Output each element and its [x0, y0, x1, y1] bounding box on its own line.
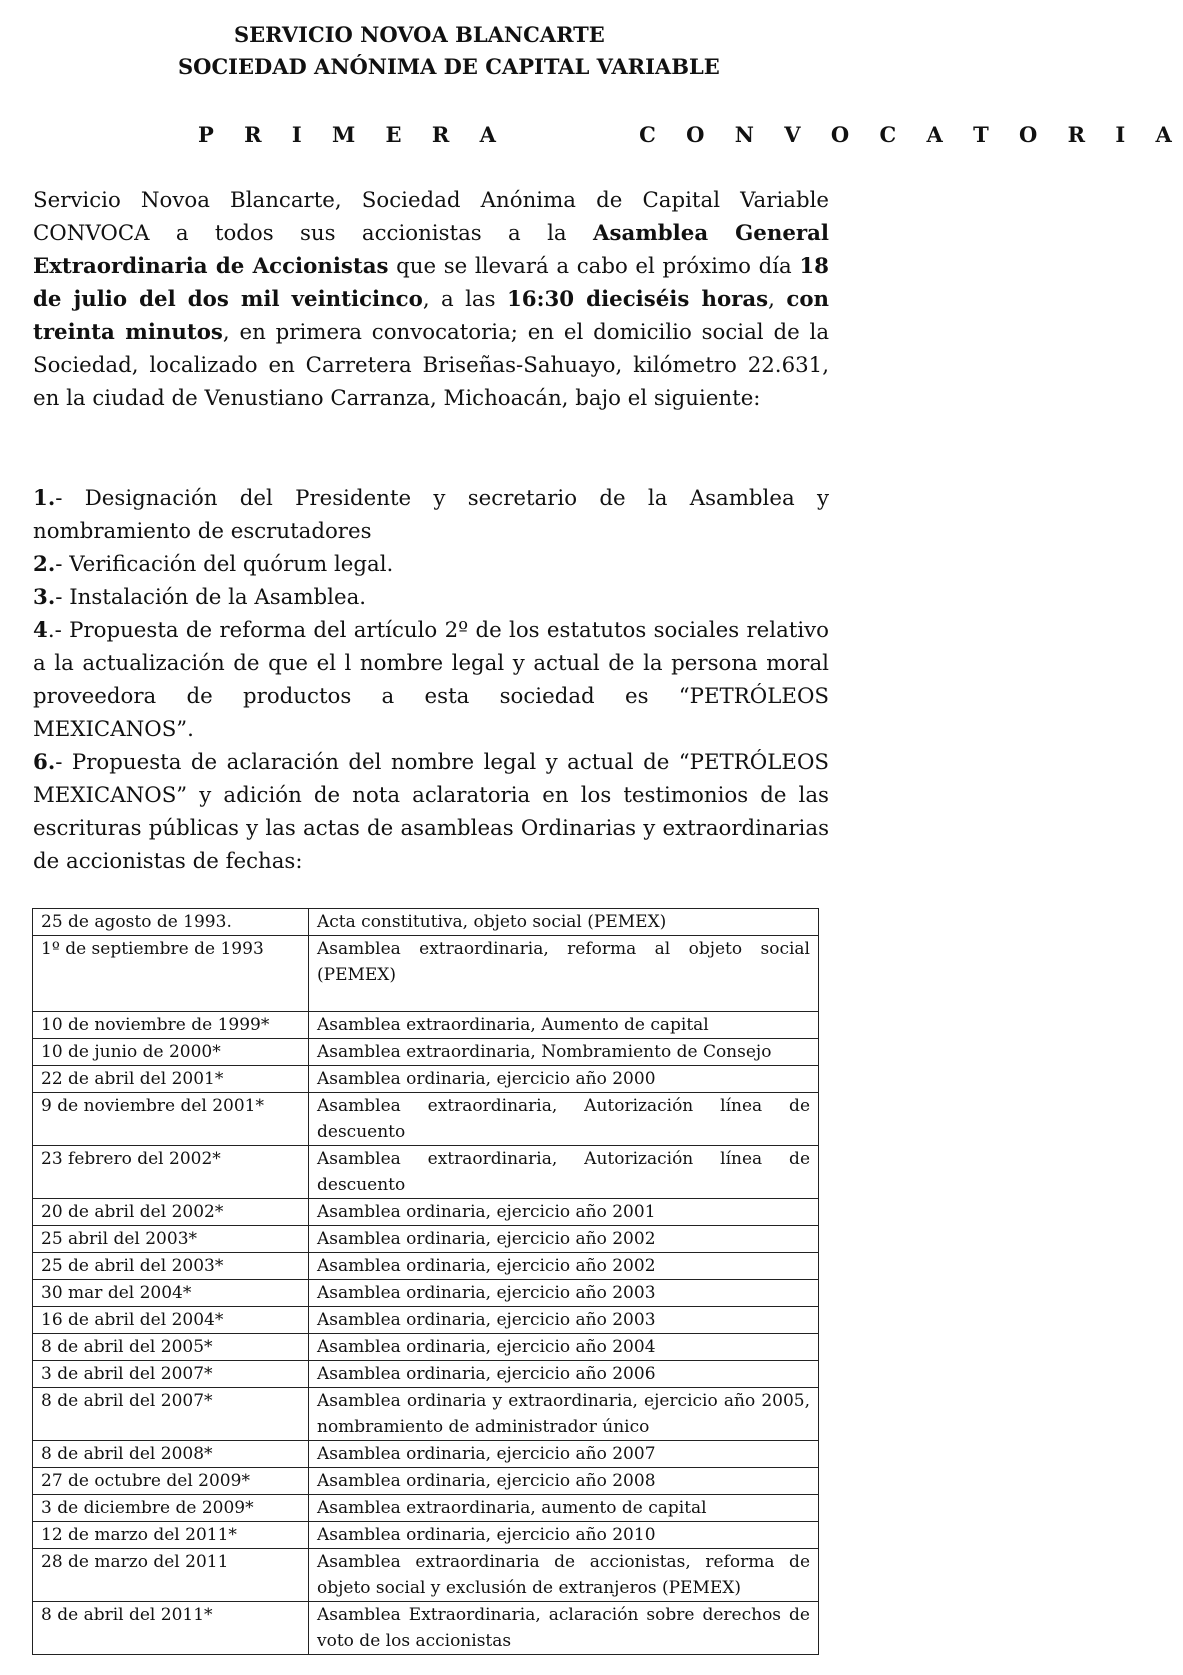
- record-description: Asamblea ordinaria, ejercicio año 2000: [309, 1066, 819, 1093]
- record-date: 12 de marzo del 2011*: [33, 1522, 309, 1549]
- record-description: Asamblea ordinaria, ejercicio año 2001: [309, 1199, 819, 1226]
- table-row: [33, 1199, 819, 1226]
- company-type: SOCIEDAD ANÓNIMA DE CAPITAL VARIABLE: [178, 54, 720, 79]
- table-row: [33, 1226, 819, 1253]
- assembly-date: 18 de julio del dos mil veinticinco: [33, 254, 829, 312]
- record-description: Asamblea extraordinaria, reforma al objeto social (PEMEX): [309, 936, 819, 1012]
- agenda-text: .- Propuesta de reforma del artículo 2º de los estatutos sociales relativo a la actualización de que el l nombre legal y actual de la persona moral proveedora de productos a esta sociedad es “PETRÓLEOS MEXICANOS”.: [33, 618, 829, 742]
- records-table: [32, 908, 819, 1655]
- table-row: [33, 1602, 819, 1655]
- intro-text: que se llevará a cabo el próximo día: [388, 254, 800, 279]
- agenda-item: [33, 548, 829, 581]
- intro-text: Servicio Novoa Blancarte, Sociedad Anónima de Capital Variable CONVOCA a todos sus accionistas a la: [33, 188, 829, 246]
- table-row: [33, 1307, 819, 1334]
- intro-paragraph: [33, 184, 829, 415]
- table-row: [33, 1388, 819, 1441]
- record-date: 30 mar del 2004*: [33, 1280, 309, 1307]
- table-row: [33, 1146, 819, 1199]
- agenda-number: 1.: [33, 486, 56, 511]
- record-description: Asamblea extraordinaria, Aumento de capital: [309, 1012, 819, 1039]
- table-row: [33, 1468, 819, 1495]
- record-description: Asamblea extraordinaria, Autorización línea de descuento: [309, 1146, 819, 1199]
- agenda-number: 6.: [33, 750, 56, 775]
- agenda-item: [33, 482, 829, 548]
- table-row: [33, 1522, 819, 1549]
- table-row: [33, 1280, 819, 1307]
- agenda-item: [33, 614, 829, 746]
- record-date: 8 de abril del 2005*: [33, 1334, 309, 1361]
- record-description: Asamblea ordinaria, ejercicio año 2003: [309, 1280, 819, 1307]
- record-date: 20 de abril del 2002*: [33, 1199, 309, 1226]
- agenda-number: 2.: [33, 552, 56, 577]
- assembly-time-minutes: con treinta minutos: [33, 287, 830, 345]
- record-description: Asamblea ordinaria, ejercicio año 2002: [309, 1253, 819, 1280]
- record-description: Asamblea extraordinaria, Nombramiento de Consejo: [309, 1039, 819, 1066]
- table-row: [33, 1361, 819, 1388]
- table-row: [33, 1012, 819, 1039]
- record-date: 16 de abril del 2004*: [33, 1307, 309, 1334]
- record-date: 10 de junio de 2000*: [33, 1039, 309, 1066]
- table-row: [33, 1549, 819, 1602]
- table-row: [33, 1495, 819, 1522]
- intro-text: ,: [768, 287, 787, 312]
- agenda-text: - Verificación del quórum legal.: [55, 552, 394, 577]
- record-date: 8 de abril del 2008*: [33, 1441, 309, 1468]
- record-date: 25 abril del 2003*: [33, 1226, 309, 1253]
- record-date: 27 de octubre del 2009*: [33, 1468, 309, 1495]
- record-date: 25 de abril del 2003*: [33, 1253, 309, 1280]
- intro-text: , a las: [422, 287, 507, 312]
- record-description: Asamblea ordinaria, ejercicio año 2007: [309, 1441, 819, 1468]
- record-date: 3 de abril del 2007*: [33, 1361, 309, 1388]
- record-date: 3 de diciembre de 2009*: [33, 1495, 309, 1522]
- table-row: [33, 1039, 819, 1066]
- assembly-type: Asamblea General Extraordinaria de Accionistas: [33, 221, 829, 279]
- table-row: [33, 1334, 819, 1361]
- table-row: [33, 1093, 819, 1146]
- record-description: Asamblea Extraordinaria, aclaración sobre derechos de voto de los accionistas: [309, 1602, 819, 1655]
- record-description: Asamblea ordinaria, ejercicio año 2004: [309, 1334, 819, 1361]
- agenda-text: - Designación del Presidente y secretario de la Asamblea y nombramiento de escrutadores: [33, 486, 829, 544]
- table-row: [33, 909, 819, 936]
- assembly-time: 16:30 dieciséis horas: [506, 287, 769, 312]
- record-description: Asamblea ordinaria, ejercicio año 2008: [309, 1468, 819, 1495]
- table-row: [33, 1441, 819, 1468]
- table-row: [33, 1253, 819, 1280]
- agenda-item: [33, 746, 829, 878]
- table-row: [33, 1066, 819, 1093]
- record-description: Asamblea extraordinaria, Autorización línea de descuento: [309, 1093, 819, 1146]
- record-description: Asamblea extraordinaria de accionistas, reforma de objeto social y exclusión de extranjeros (PEMEX): [309, 1549, 819, 1602]
- agenda-text: - Propuesta de aclaración del nombre legal y actual de “PETRÓLEOS MEXICANOS” y adición de nota aclaratoria en los testimonios de las escrituras públicas y las actas de asambleas Ordinarias y extraordinarias de accionistas de fechas:: [33, 750, 829, 874]
- agenda-list: [33, 482, 829, 878]
- record-date: 1º de septiembre de 1993: [33, 936, 309, 1012]
- agenda-item: [33, 581, 829, 614]
- company-name: SERVICIO NOVOA BLANCARTE: [234, 22, 605, 47]
- agenda-text: - Instalación de la Asamblea.: [55, 585, 367, 610]
- record-description: Asamblea extraordinaria, aumento de capital: [309, 1495, 819, 1522]
- notice-title: P R I M E R A C O N V O C A T O R I A: [198, 122, 1183, 147]
- record-date: 8 de abril del 2011*: [33, 1602, 309, 1655]
- record-description: Acta constitutiva, objeto social (PEMEX): [309, 909, 819, 936]
- record-description: Asamblea ordinaria, ejercicio año 2006: [309, 1361, 819, 1388]
- record-description: Asamblea ordinaria, ejercicio año 2003: [309, 1307, 819, 1334]
- record-description: Asamblea ordinaria, ejercicio año 2002: [309, 1226, 819, 1253]
- record-date: 22 de abril del 2001*: [33, 1066, 309, 1093]
- agenda-number: 3.: [33, 585, 56, 610]
- record-date: 9 de noviembre del 2001*: [33, 1093, 309, 1146]
- record-date: 25 de agosto de 1993.: [33, 909, 309, 936]
- record-date: 8 de abril del 2007*: [33, 1388, 309, 1441]
- record-description: Asamblea ordinaria, ejercicio año 2010: [309, 1522, 819, 1549]
- record-date: 10 de noviembre de 1999*: [33, 1012, 309, 1039]
- record-date: 28 de marzo del 2011: [33, 1549, 309, 1602]
- record-description: Asamblea ordinaria y extraordinaria, ejercicio año 2005, nombramiento de administrador único: [309, 1388, 819, 1441]
- agenda-number: 4: [33, 618, 48, 643]
- record-date: 23 febrero del 2002*: [33, 1146, 309, 1199]
- intro-text: , en primera convocatoria; en el domicilio social de la Sociedad, localizado en Carretera Briseñas-Sahuayo, kilómetro 22.631, en la ciudad de Venustiano Carranza, Michoacán, bajo el siguiente:: [33, 320, 830, 411]
- table-row: [33, 936, 819, 1012]
